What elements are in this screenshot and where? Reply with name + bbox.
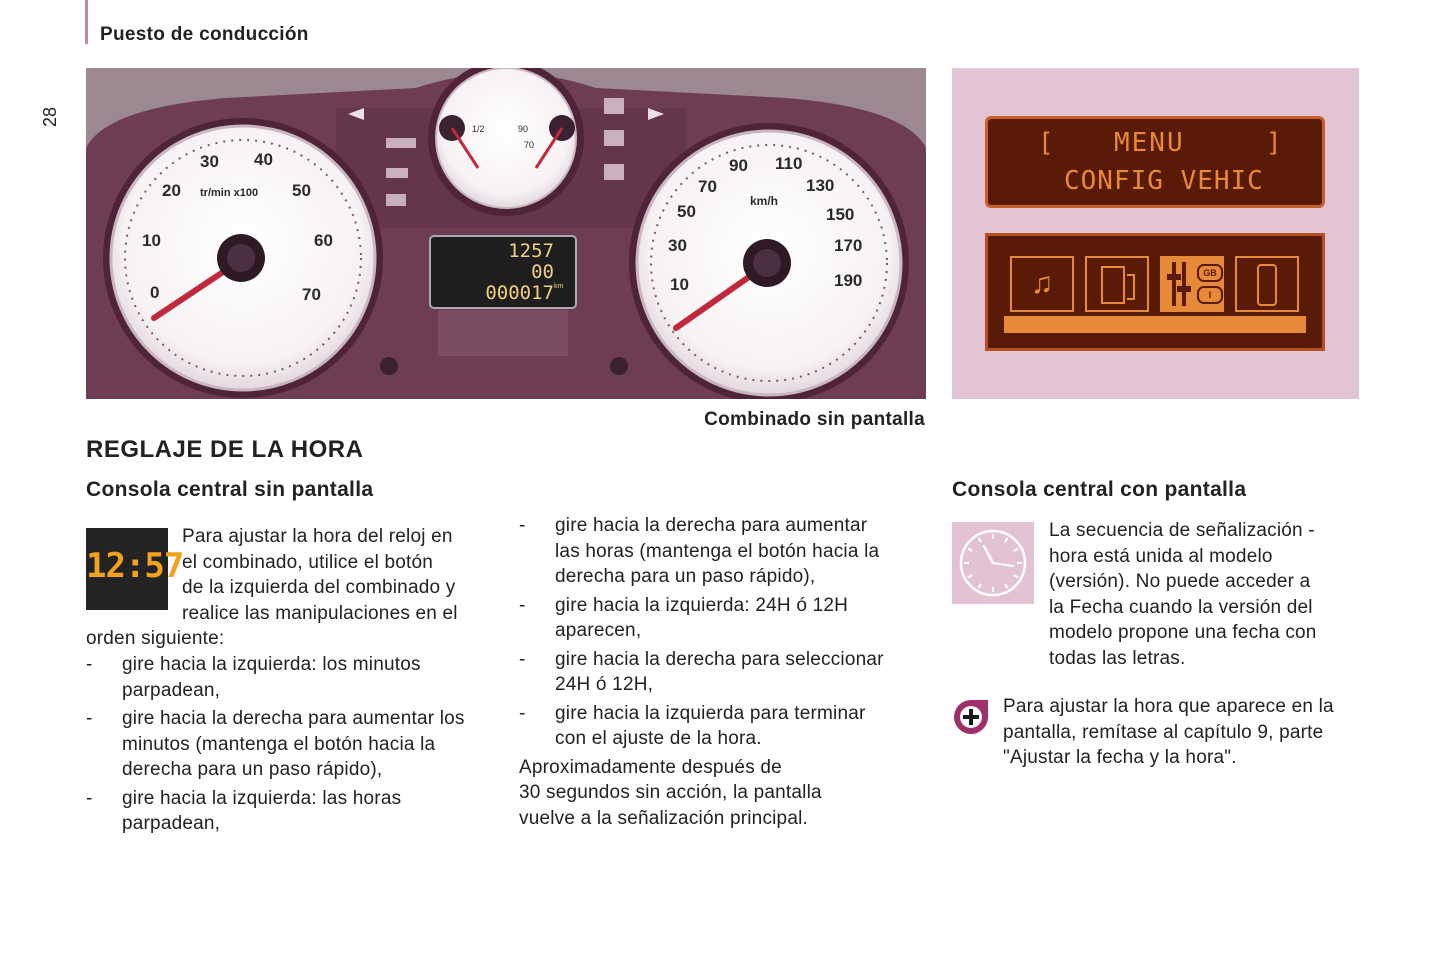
- list-item: [519, 647, 919, 698]
- speedo-label-70: 70: [698, 177, 717, 196]
- cluster-lcd-odometer: 000017: [485, 282, 554, 304]
- console-menu-label: MENU: [1114, 128, 1185, 158]
- list-item-line: parpadean,: [122, 813, 221, 834]
- list-item-line: las horas (mantenga el botón hacia la: [555, 540, 880, 562]
- right-text-line: modelo propone una fecha con: [1049, 622, 1317, 643]
- plus-icon-svg: [952, 698, 990, 736]
- intro-line: realice las manipulaciones en el: [182, 602, 458, 624]
- middle-outro: [519, 755, 919, 832]
- left-step-list: [86, 652, 496, 837]
- speedo-label-190: 190: [834, 271, 863, 290]
- temp-90-label: 90: [518, 124, 529, 134]
- list-item-line: gire hacia la izquierda: las horas: [122, 787, 402, 809]
- temp-70-label: 70: [524, 140, 535, 150]
- speedo-unit: km/h: [750, 194, 779, 208]
- console-menu-bracket-right: ]: [1266, 128, 1282, 158]
- speedo-label-130: 130: [806, 176, 835, 195]
- speedo-label-170: 170: [834, 236, 863, 255]
- left-intro-last: orden siguiente:: [86, 628, 225, 649]
- cluster-svg: [86, 68, 926, 399]
- cluster-lcd-mid: 00: [531, 261, 554, 283]
- page-number: 28: [40, 106, 60, 128]
- list-dash: -: [519, 594, 526, 616]
- speedo-label-90: 90: [729, 156, 748, 175]
- tacho-label-50: 50: [292, 181, 311, 200]
- speedo-label-30: 30: [668, 236, 687, 255]
- speedo-label-50: 50: [677, 202, 696, 221]
- tacho-unit: tr/min x100: [200, 187, 259, 199]
- right-text-line: La secuencia de señalización -: [1049, 520, 1315, 541]
- badge-gb: GB: [1197, 264, 1223, 282]
- tip-line: Para ajustar la hora que aparece en la: [1003, 696, 1334, 717]
- right-tip: [1003, 694, 1363, 771]
- page-heading: REGLAJE DE LA HORA: [86, 436, 364, 463]
- intro-line: el combinado, utilice el botón: [182, 551, 434, 573]
- list-dash: -: [519, 702, 526, 724]
- analog-clock-svg: [952, 522, 1034, 604]
- right-text-line: todas las letras.: [1049, 647, 1186, 669]
- settings-sliders-icon: [1160, 256, 1224, 312]
- speedo-label-150: 150: [826, 205, 855, 224]
- list-item-line: parpadean,: [122, 679, 221, 701]
- list-item-line: gire hacia la izquierda: los minutos: [122, 654, 421, 675]
- list-item: [519, 701, 919, 752]
- list-item: [86, 786, 496, 837]
- list-item: [86, 706, 496, 783]
- music-icon: ♫: [1010, 256, 1074, 312]
- console-menu-bracket-left: [: [1038, 128, 1054, 158]
- outro-line: 30 segundos sin acción, la pantalla: [519, 782, 822, 803]
- digital-clock-icon: [86, 528, 184, 610]
- console-display-illustration: [952, 68, 1359, 399]
- section-accent-bar: [85, 0, 88, 44]
- digital-clock-display: 12:57: [86, 546, 184, 586]
- right-column-heading: Consola central con pantalla: [952, 478, 1247, 501]
- cluster-lcd-time: 1257: [508, 240, 554, 262]
- list-item-line: gire hacia la izquierda: 24H ó 12H: [555, 594, 849, 616]
- outro-line: vuelve a la señalización principal.: [519, 807, 808, 829]
- right-text-line: (versión). No puede acceder a: [1049, 571, 1311, 592]
- list-dash: -: [86, 787, 93, 809]
- speedo-label-110: 110: [775, 154, 803, 173]
- list-item-line: gire hacia la derecha para aumentar: [555, 515, 868, 536]
- list-item-line: derecha para un paso rápido),: [555, 566, 816, 587]
- tacho-label-70: 70: [302, 285, 321, 304]
- right-text-line: hora está unida al modelo: [1049, 545, 1273, 567]
- middle-step-list: [519, 513, 919, 831]
- instrument-cluster-illustration: [86, 68, 926, 399]
- list-item-line: derecha para un paso rápido),: [122, 759, 383, 780]
- section-title: Puesto de conducción: [100, 24, 309, 45]
- phone-icon: [1235, 256, 1299, 312]
- left-column-heading: Consola central sin pantalla: [86, 478, 374, 501]
- list-item-line: gire hacia la derecha para aumentar los: [122, 708, 465, 729]
- console-icons-bar: [1004, 316, 1306, 333]
- fuel-half-label: 1/2: [472, 124, 485, 134]
- speedo-label-10: 10: [670, 275, 689, 294]
- right-text-line: la Fecha cuando la versión del: [1049, 596, 1313, 618]
- tip-line: "Ajustar la fecha y la hora".: [1003, 747, 1237, 768]
- fuel-pump-icon: [1085, 256, 1149, 312]
- list-item-line: gire hacia la derecha para seleccionar: [555, 648, 884, 670]
- list-item: [519, 593, 919, 644]
- tacho-label-30: 30: [200, 152, 219, 171]
- tip-line: pantalla, remítase al capítulo 9, parte: [1003, 721, 1324, 743]
- tacho-label-60: 60: [314, 231, 333, 250]
- list-item-line: gire hacia la izquierda para terminar: [555, 702, 866, 724]
- list-item-line: con el ajuste de la hora.: [555, 728, 762, 749]
- intro-line: Para ajustar la hora del reloj en: [182, 526, 453, 547]
- info-plus-icon: [952, 698, 990, 736]
- tacho-label-40: 40: [254, 150, 273, 169]
- list-dash: -: [519, 648, 526, 670]
- list-item-line: aparecen,: [555, 620, 642, 641]
- left-intro: [182, 524, 492, 626]
- badge-i: I: [1197, 286, 1223, 304]
- cluster-lcd-odometer-unit: km: [554, 283, 564, 290]
- tacho-label-20: 20: [162, 181, 181, 200]
- outro-line: Aproximadamente después de: [519, 756, 782, 778]
- analog-clock-icon: [952, 522, 1034, 604]
- list-dash: -: [519, 515, 526, 536]
- figure-caption: Combinado sin pantalla: [704, 409, 925, 430]
- list-item-line: 24H ó 12H,: [555, 674, 654, 695]
- list-dash: -: [86, 654, 93, 675]
- console-config-label: CONFIG VEHIC: [1064, 166, 1264, 196]
- intro-line: de la izquierda del combinado y: [182, 577, 456, 598]
- tacho-label-0: 0: [150, 283, 160, 302]
- list-item: [519, 513, 919, 590]
- tacho-label-10: 10: [142, 231, 161, 250]
- list-item-line: minutos (mantenga el botón hacia la: [122, 733, 436, 755]
- list-item: [86, 652, 496, 703]
- right-text: [1049, 518, 1349, 671]
- list-dash: -: [86, 708, 93, 729]
